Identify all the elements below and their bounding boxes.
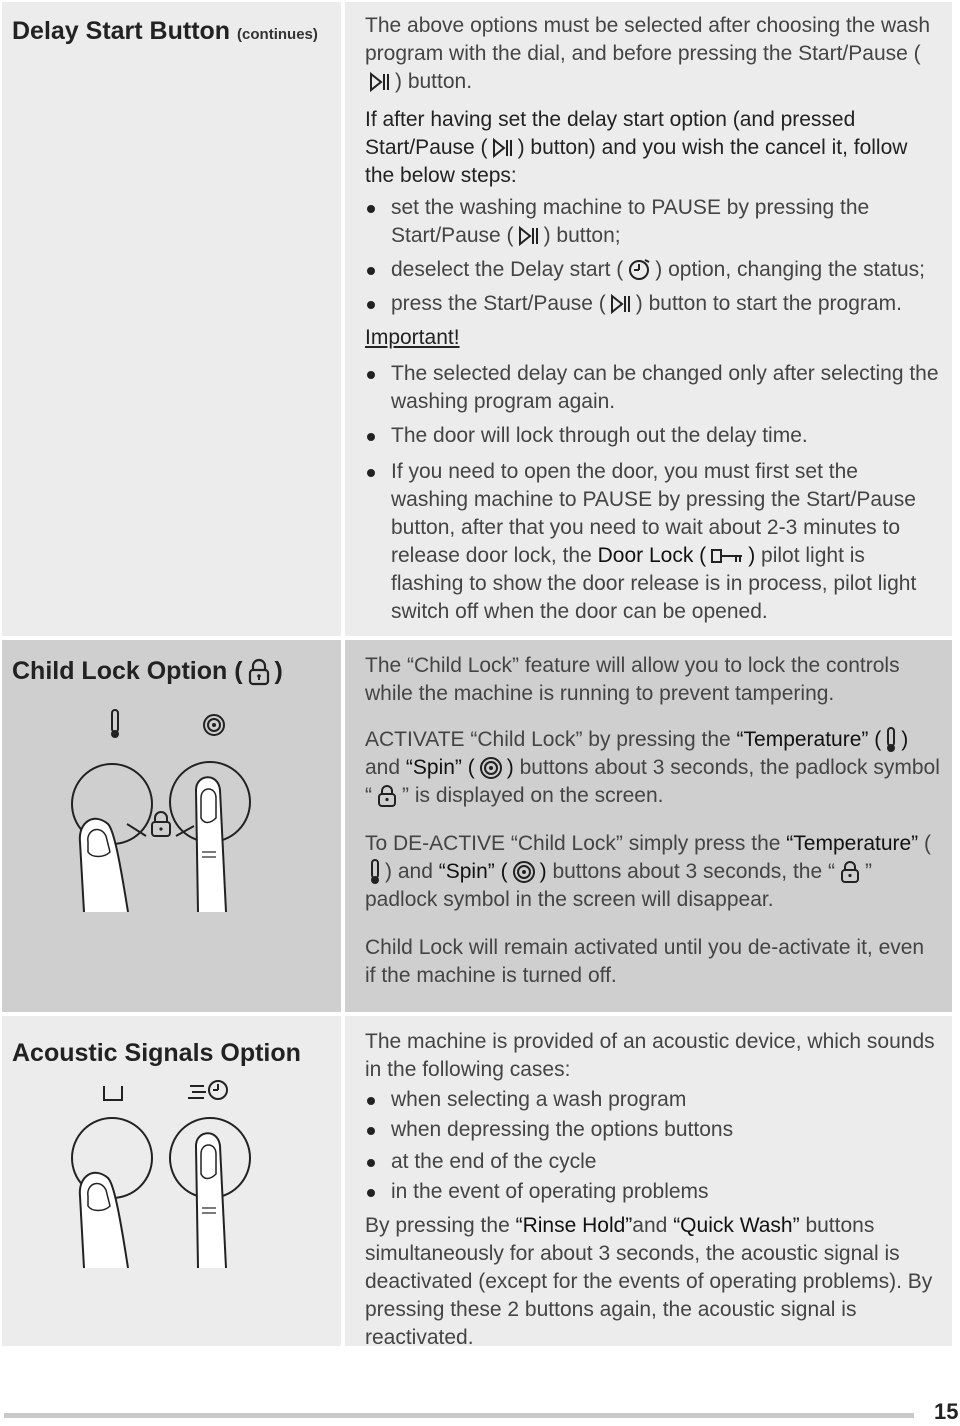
page-number: 15 <box>934 1399 959 1424</box>
continues-note: (continues) <box>237 26 318 43</box>
list-item: If you need to open the door, you must first set the washing machine to PAUSE by pressing the Start/Pause button, after that you need to wait about 2-3 minutes to release door lock, the Door Lock ( ) pilot light is flashing to show the door release is in process, pilot light switch off when the door can be opened. <box>365 458 940 626</box>
acoustic-content <box>345 1016 952 1349</box>
padlock-icon <box>376 784 398 808</box>
list-item: when depressing the options buttons <box>365 1116 940 1144</box>
thermometer-icon <box>111 710 119 738</box>
start-pause-icon <box>610 293 632 315</box>
acoustic-title: Acoustic Signals Option <box>12 1039 301 1067</box>
child-lock-title: Child Lock Option ( ) <box>12 657 283 685</box>
list-item: when selecting a wash program <box>365 1086 940 1114</box>
acoustic-signals-section <box>2 1016 952 1349</box>
start-pause-icon <box>492 137 514 159</box>
child-lock-activate: ACTIVATE “Child Lock” by pressing the “Temperature” ( ) and “Spin” ( ) buttons about 3 seconds, the padlock symbol “ ” is displayed on the screen. <box>365 728 940 807</box>
delay-intro: The above options must be selected after choosing the wash program with the dial, and before pressing the Start/Pause () button. <box>365 14 931 93</box>
child-lock-content <box>345 640 952 1012</box>
child-lock-section <box>2 640 952 1012</box>
cancel-instructions: If after having set the delay start option (and pressed Start/Pause ( ) button) and you wish the cancel it, follow the below steps: <box>365 108 908 187</box>
important-heading: Important! <box>365 326 460 349</box>
spin-icon <box>479 756 503 780</box>
thermometer-icon <box>885 727 897 753</box>
left-finger <box>80 1173 128 1268</box>
door-lock-key-icon <box>710 546 744 566</box>
thermometer-icon <box>369 859 381 885</box>
rinse-hold-icon <box>104 1086 122 1100</box>
delay-start-label-cell <box>2 2 341 636</box>
list-item: The door will lock through out the delay time. <box>365 422 940 450</box>
list-item: The selected delay can be changed only after selecting the washing program again. <box>365 360 940 416</box>
list-item: deselect the Delay start ( ) option, changing the status; <box>365 256 940 284</box>
acoustic-intro: The machine is provided of an acoustic device, which sounds in the following cases: <box>365 1030 935 1081</box>
delay-start-content <box>345 2 952 636</box>
delay-clock-icon <box>627 258 651 282</box>
delay-start-section <box>2 2 952 636</box>
acoustic-illustration <box>42 1078 272 1268</box>
start-pause-icon <box>518 225 540 247</box>
list-item: in the event of operating problems <box>365 1178 940 1206</box>
quick-wash-icon <box>188 1081 227 1099</box>
footer-rule <box>4 1413 914 1418</box>
right-finger <box>196 1133 226 1268</box>
spin-icon <box>204 715 224 735</box>
cancel-steps <box>365 194 940 318</box>
child-lock-deactivate: To DE-ACTIVE “Child Lock” simply press the “Temperature” () and “Spin” ( ) buttons about 3 seconds, the “ ” padlock symbol in the screen will disappear. <box>365 832 932 911</box>
acoustic-deactivate: By pressing the “Rinse Hold”and “Quick Wash” buttons simultaneously for about 3 seconds, the acoustic signal is deactivated (except for the events of operating problems). By pressing these 2 buttons again, the acoustic signal is reactivated. <box>365 1214 933 1349</box>
padlock-icon <box>839 860 861 884</box>
list-item: press the Start/Pause ( ) button to start the program. <box>365 290 940 318</box>
right-finger <box>196 777 226 912</box>
acoustic-cases <box>365 1086 940 1206</box>
padlock-icon <box>152 812 170 836</box>
list-item: set the washing machine to PAUSE by pressing the Start/Pause ( ) button; <box>365 194 940 250</box>
acoustic-label-cell <box>2 1016 341 1346</box>
left-finger <box>80 819 128 912</box>
child-lock-label-cell <box>2 640 341 1012</box>
padlock-icon <box>247 658 271 686</box>
child-lock-illustration <box>42 702 272 912</box>
child-lock-note: Child Lock will remain activated until you de-activate it, even if the machine is turned off. <box>365 936 925 987</box>
start-pause-icon <box>369 71 391 93</box>
delay-start-title: Delay Start Button (continues) <box>12 17 318 45</box>
important-list <box>365 360 940 626</box>
child-lock-intro: The “Child Lock” feature will allow you to lock the controls while the machine is running to prevent tampering. <box>365 654 900 705</box>
list-item: at the end of the cycle <box>365 1148 940 1176</box>
spin-icon <box>512 860 536 884</box>
